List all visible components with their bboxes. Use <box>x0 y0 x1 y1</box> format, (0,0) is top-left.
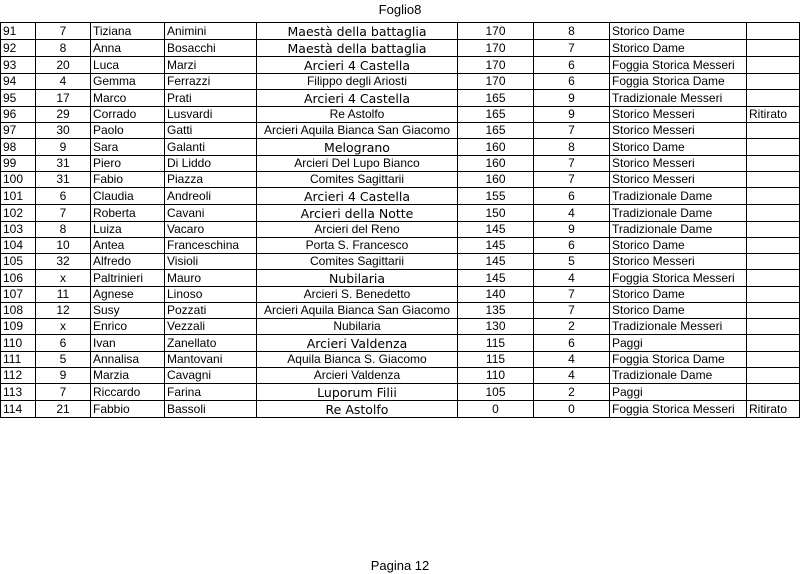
cell-last-name: Cavagni <box>165 368 257 384</box>
cell-position: 95 <box>1 90 36 107</box>
cell-club: Aquila Bianca S. Giacomo <box>257 352 458 368</box>
cell-club: Arcieri S. Benedetto <box>257 287 458 303</box>
cell-club: Arcieri Aquila Bianca San Giacomo <box>257 123 458 139</box>
cell-number: 10 <box>36 238 91 254</box>
cell-number: 5 <box>36 352 91 368</box>
table-row <box>1 384 800 401</box>
cell-note <box>747 238 800 254</box>
cell-last-name: Cavani <box>165 205 257 222</box>
cell-last-name: Prati <box>165 90 257 107</box>
cell-category: Tradizionale Dame <box>610 205 747 222</box>
cell-score: 170 <box>458 23 534 40</box>
cell-hits: 6 <box>534 188 610 205</box>
cell-hits: 0 <box>534 401 610 418</box>
cell-position: 105 <box>1 254 36 270</box>
cell-club: Nubilaria <box>257 270 458 287</box>
cell-last-name: Andreoli <box>165 188 257 205</box>
cell-category: Foggia Storica Dame <box>610 352 747 368</box>
cell-first-name: Corrado <box>91 107 165 123</box>
cell-hits: 7 <box>534 156 610 172</box>
cell-last-name: Visioli <box>165 254 257 270</box>
cell-number: x <box>36 270 91 287</box>
sheet-title: Foglio8 <box>378 2 422 17</box>
cell-category: Paggi <box>610 335 747 352</box>
cell-number: 6 <box>36 335 91 352</box>
table-row <box>1 270 800 287</box>
cell-first-name: Annalisa <box>91 352 165 368</box>
cell-hits: 8 <box>534 23 610 40</box>
cell-last-name: Bosacchi <box>165 40 257 57</box>
results-table-body <box>1 23 800 418</box>
cell-club: Comites Sagittarii <box>257 254 458 270</box>
cell-hits: 5 <box>534 254 610 270</box>
cell-first-name: Roberta <box>91 205 165 222</box>
cell-hits: 2 <box>534 384 610 401</box>
cell-last-name: Farina <box>165 384 257 401</box>
results-table <box>0 22 800 418</box>
table-row <box>1 238 800 254</box>
cell-first-name: Fabbio <box>91 401 165 418</box>
cell-note <box>747 319 800 335</box>
cell-position: 93 <box>1 57 36 74</box>
cell-number: 31 <box>36 156 91 172</box>
cell-note <box>747 57 800 74</box>
cell-position: 94 <box>1 74 36 90</box>
cell-last-name: Animini <box>165 23 257 40</box>
cell-position: 111 <box>1 352 36 368</box>
cell-note <box>747 139 800 156</box>
cell-position: 112 <box>1 368 36 384</box>
cell-first-name: Sara <box>91 139 165 156</box>
cell-last-name: Di Liddo <box>165 156 257 172</box>
cell-club: Luporum Filii <box>257 384 458 401</box>
cell-first-name: Marco <box>91 90 165 107</box>
cell-position: 96 <box>1 107 36 123</box>
cell-category: Paggi <box>610 384 747 401</box>
cell-number: 30 <box>36 123 91 139</box>
cell-number: 17 <box>36 90 91 107</box>
table-row <box>1 287 800 303</box>
cell-score: 0 <box>458 401 534 418</box>
cell-hits: 4 <box>534 352 610 368</box>
cell-score: 135 <box>458 303 534 319</box>
cell-number: 9 <box>36 139 91 156</box>
cell-number: 29 <box>36 107 91 123</box>
cell-position: 97 <box>1 123 36 139</box>
cell-last-name: Zanellato <box>165 335 257 352</box>
cell-note <box>747 352 800 368</box>
cell-position: 106 <box>1 270 36 287</box>
cell-first-name: Antea <box>91 238 165 254</box>
table-row <box>1 139 800 156</box>
cell-club: Arcieri della Notte <box>257 205 458 222</box>
cell-club: Arcieri Valdenza <box>257 368 458 384</box>
cell-note <box>747 74 800 90</box>
cell-last-name: Piazza <box>165 172 257 188</box>
cell-note <box>747 90 800 107</box>
cell-score: 165 <box>458 90 534 107</box>
cell-position: 102 <box>1 205 36 222</box>
cell-score: 160 <box>458 172 534 188</box>
cell-category: Tradizionale Messeri <box>610 319 747 335</box>
cell-category: Tradizionale Messeri <box>610 90 747 107</box>
cell-category: Storico Dame <box>610 23 747 40</box>
cell-category: Foggia Storica Messeri <box>610 57 747 74</box>
cell-hits: 4 <box>534 368 610 384</box>
cell-last-name: Bassoli <box>165 401 257 418</box>
cell-position: 104 <box>1 238 36 254</box>
cell-position: 103 <box>1 222 36 238</box>
cell-last-name: Mauro <box>165 270 257 287</box>
cell-number: 6 <box>36 188 91 205</box>
cell-first-name: Anna <box>91 40 165 57</box>
cell-score: 160 <box>458 139 534 156</box>
cell-last-name: Franceschina <box>165 238 257 254</box>
cell-club: Arcieri Del Lupo Bianco <box>257 156 458 172</box>
cell-score: 165 <box>458 123 534 139</box>
cell-club: Arcieri del Reno <box>257 222 458 238</box>
cell-last-name: Vezzali <box>165 319 257 335</box>
cell-position: 92 <box>1 40 36 57</box>
cell-club: Arcieri Valdenza <box>257 335 458 352</box>
table-row <box>1 57 800 74</box>
cell-club: Arcieri Aquila Bianca San Giacomo <box>257 303 458 319</box>
cell-hits: 9 <box>534 222 610 238</box>
cell-first-name: Paolo <box>91 123 165 139</box>
cell-score: 130 <box>458 319 534 335</box>
cell-number: 7 <box>36 205 91 222</box>
table-row <box>1 368 800 384</box>
cell-category: Storico Dame <box>610 40 747 57</box>
cell-number: 32 <box>36 254 91 270</box>
cell-category: Storico Messeri <box>610 156 747 172</box>
cell-score: 155 <box>458 188 534 205</box>
cell-score: 165 <box>458 107 534 123</box>
table-row <box>1 335 800 352</box>
cell-club: Nubilaria <box>257 319 458 335</box>
cell-number: 9 <box>36 368 91 384</box>
cell-score: 115 <box>458 335 534 352</box>
cell-position: 101 <box>1 188 36 205</box>
cell-hits: 4 <box>534 270 610 287</box>
cell-position: 91 <box>1 23 36 40</box>
cell-hits: 9 <box>534 90 610 107</box>
cell-first-name: Ivan <box>91 335 165 352</box>
cell-category: Foggia Storica Dame <box>610 74 747 90</box>
cell-last-name: Marzi <box>165 57 257 74</box>
cell-note <box>747 287 800 303</box>
cell-category: Foggia Storica Messeri <box>610 401 747 418</box>
table-row <box>1 319 800 335</box>
cell-club: Re Astolfo <box>257 401 458 418</box>
cell-first-name: Alfredo <box>91 254 165 270</box>
cell-first-name: Riccardo <box>91 384 165 401</box>
table-row <box>1 156 800 172</box>
cell-note <box>747 368 800 384</box>
cell-number: 20 <box>36 57 91 74</box>
cell-category: Storico Messeri <box>610 123 747 139</box>
cell-category: Storico Dame <box>610 139 747 156</box>
table-row <box>1 107 800 123</box>
cell-hits: 4 <box>534 205 610 222</box>
cell-first-name: Piero <box>91 156 165 172</box>
cell-hits: 7 <box>534 287 610 303</box>
cell-first-name: Enrico <box>91 319 165 335</box>
cell-category: Storico Dame <box>610 303 747 319</box>
table-row <box>1 222 800 238</box>
cell-club: Re Astolfo <box>257 107 458 123</box>
cell-last-name: Mantovani <box>165 352 257 368</box>
cell-last-name: Lusvardi <box>165 107 257 123</box>
table-row <box>1 90 800 107</box>
cell-position: 99 <box>1 156 36 172</box>
cell-number: 8 <box>36 40 91 57</box>
cell-club: Arcieri 4 Castella <box>257 57 458 74</box>
cell-note <box>747 222 800 238</box>
cell-score: 170 <box>458 57 534 74</box>
table-row <box>1 254 800 270</box>
cell-note <box>747 156 800 172</box>
cell-note <box>747 23 800 40</box>
cell-score: 145 <box>458 238 534 254</box>
cell-first-name: Gemma <box>91 74 165 90</box>
cell-category: Storico Dame <box>610 238 747 254</box>
cell-club: Maestà della battaglia <box>257 40 458 57</box>
table-row <box>1 123 800 139</box>
cell-last-name: Gatti <box>165 123 257 139</box>
cell-position: 109 <box>1 319 36 335</box>
cell-score: 110 <box>458 368 534 384</box>
cell-first-name: Luiza <box>91 222 165 238</box>
cell-number: 7 <box>36 384 91 401</box>
table-row <box>1 205 800 222</box>
cell-note <box>747 335 800 352</box>
cell-position: 98 <box>1 139 36 156</box>
cell-hits: 6 <box>534 335 610 352</box>
cell-club: Porta S. Francesco <box>257 238 458 254</box>
cell-note <box>747 205 800 222</box>
cell-hits: 9 <box>534 107 610 123</box>
cell-first-name: Fabio <box>91 172 165 188</box>
cell-note: Ritirato <box>747 401 800 418</box>
cell-note <box>747 172 800 188</box>
cell-category: Tradizionale Dame <box>610 188 747 205</box>
table-row <box>1 172 800 188</box>
cell-club: Arcieri 4 Castella <box>257 90 458 107</box>
cell-note <box>747 384 800 401</box>
cell-score: 150 <box>458 205 534 222</box>
cell-first-name: Luca <box>91 57 165 74</box>
cell-position: 113 <box>1 384 36 401</box>
table-row <box>1 23 800 40</box>
table-row <box>1 352 800 368</box>
table-row <box>1 188 800 205</box>
cell-hits: 6 <box>534 238 610 254</box>
cell-note <box>747 254 800 270</box>
cell-position: 114 <box>1 401 36 418</box>
cell-category: Tradizionale Dame <box>610 368 747 384</box>
cell-club: Melograno <box>257 139 458 156</box>
cell-number: 8 <box>36 222 91 238</box>
cell-hits: 7 <box>534 40 610 57</box>
cell-score: 145 <box>458 222 534 238</box>
cell-category: Tradizionale Dame <box>610 222 747 238</box>
cell-last-name: Linoso <box>165 287 257 303</box>
cell-number: 21 <box>36 401 91 418</box>
cell-hits: 7 <box>534 123 610 139</box>
cell-number: 7 <box>36 23 91 40</box>
cell-hits: 6 <box>534 74 610 90</box>
page-footer: Pagina 12 <box>370 558 430 573</box>
cell-score: 115 <box>458 352 534 368</box>
cell-category: Storico Messeri <box>610 254 747 270</box>
cell-position: 107 <box>1 287 36 303</box>
cell-score: 160 <box>458 156 534 172</box>
cell-hits: 8 <box>534 139 610 156</box>
cell-hits: 7 <box>534 172 610 188</box>
cell-score: 170 <box>458 40 534 57</box>
table-row <box>1 303 800 319</box>
cell-club: Arcieri 4 Castella <box>257 188 458 205</box>
cell-note <box>747 303 800 319</box>
cell-note <box>747 123 800 139</box>
cell-first-name: Agnese <box>91 287 165 303</box>
table-row <box>1 401 800 418</box>
cell-first-name: Susy <box>91 303 165 319</box>
cell-number: 31 <box>36 172 91 188</box>
cell-position: 100 <box>1 172 36 188</box>
cell-category: Storico Messeri <box>610 107 747 123</box>
cell-first-name: Marzia <box>91 368 165 384</box>
cell-note <box>747 40 800 57</box>
cell-last-name: Vacaro <box>165 222 257 238</box>
cell-last-name: Pozzati <box>165 303 257 319</box>
cell-hits: 6 <box>534 57 610 74</box>
cell-last-name: Ferrazzi <box>165 74 257 90</box>
cell-first-name: Paltrinieri <box>91 270 165 287</box>
cell-hits: 2 <box>534 319 610 335</box>
table-row <box>1 74 800 90</box>
cell-score: 140 <box>458 287 534 303</box>
cell-score: 105 <box>458 384 534 401</box>
cell-number: 12 <box>36 303 91 319</box>
cell-first-name: Claudia <box>91 188 165 205</box>
cell-category: Storico Messeri <box>610 172 747 188</box>
cell-position: 110 <box>1 335 36 352</box>
cell-category: Storico Dame <box>610 287 747 303</box>
cell-club: Comites Sagittarii <box>257 172 458 188</box>
cell-score: 145 <box>458 254 534 270</box>
cell-category: Foggia Storica Messeri <box>610 270 747 287</box>
cell-number: 4 <box>36 74 91 90</box>
cell-position: 108 <box>1 303 36 319</box>
cell-number: 11 <box>36 287 91 303</box>
cell-club: Filippo degli Ariosti <box>257 74 458 90</box>
cell-note <box>747 188 800 205</box>
cell-score: 145 <box>458 270 534 287</box>
cell-hits: 7 <box>534 303 610 319</box>
cell-score: 170 <box>458 74 534 90</box>
cell-last-name: Galanti <box>165 139 257 156</box>
cell-number: x <box>36 319 91 335</box>
cell-first-name: Tiziana <box>91 23 165 40</box>
cell-note <box>747 270 800 287</box>
table-row <box>1 40 800 57</box>
cell-note: Ritirato <box>747 107 800 123</box>
cell-club: Maestà della battaglia <box>257 23 458 40</box>
